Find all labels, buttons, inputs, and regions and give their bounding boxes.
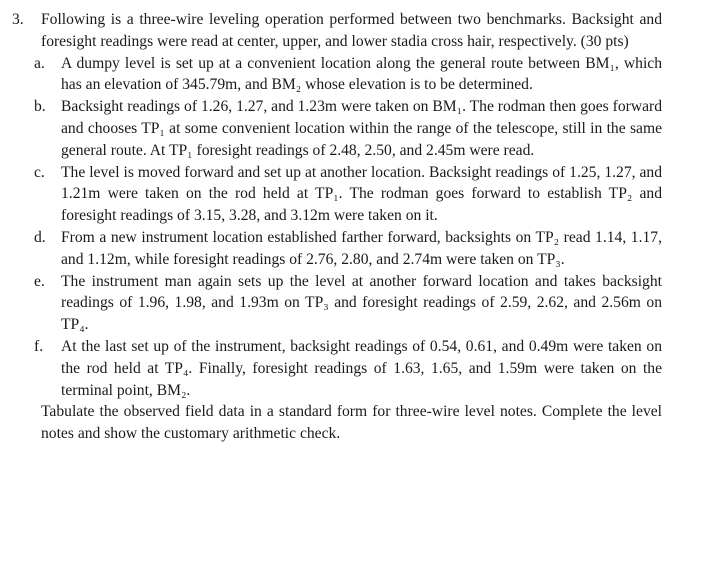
list-item-b bbox=[0, 96, 720, 161]
item-text: From a new instrument location established farther forward, backsights on TP₂ read 1.14, 1.17, and 1.12m, while foresight readings of 2.76, 2.80, and 2.74m were taken on TP₃. bbox=[61, 228, 662, 268]
problem-intro: Following is a three-wire leveling operation performed between two benchmarks. Backsight and foresight readings were read at center, upper, and lower stadia cross hair, respectively. (30 pts) bbox=[41, 11, 662, 50]
item-text: The level is moved forward and set up at another location. Backsight readings of 1.25, 1.27, and 1.21m were taken on the rod held at TP₁. The rodman goes forward to establish TP₂ and foresight readings of 3.15, 3.28, and 3.12m were taken on it. bbox=[61, 163, 662, 225]
list-item-d bbox=[0, 227, 720, 271]
problem-items-list bbox=[0, 53, 720, 402]
item-letter: d. bbox=[34, 228, 46, 246]
item-letter: a. bbox=[34, 54, 45, 72]
list-item-a bbox=[0, 53, 720, 97]
item-letter: b. bbox=[34, 98, 46, 116]
item-text: A dumpy level is set up at a convenient location along the general route between BM₁, which has an elevation of 345.79m, and BM₂ whose elevation is to be determined. bbox=[61, 54, 662, 94]
item-letter: c. bbox=[34, 163, 45, 181]
item-text: Backsight readings of 1.26, 1.27, and 1.23m were taken on BM₁. The rodman then goes forward and chooses TP₁ at some convenient location within the range of the telescope, still in the same general route. At TP₁ foresight readings of 2.48, 2.50, and 2.45m were read. bbox=[61, 98, 662, 159]
item-letter: e. bbox=[34, 272, 45, 290]
list-item-c bbox=[0, 162, 720, 227]
list-item-f bbox=[0, 336, 720, 401]
item-text: The instrument man again sets up the level at another forward location and takes backsight readings of 1.96, 1.98, and 1.93m on TP₃ and foresight readings of 2.59, 2.62, and 2.56m on TP₄. bbox=[61, 272, 662, 334]
problem-statement bbox=[0, 9, 720, 53]
item-text: At the last set up of the instrument, backsight readings of 0.54, 0.61, and 0.49m were taken on the rod held at TP₄. Finally, foresight readings of 1.63, 1.65, and 1.59m were taken on the terminal point, BM₂. bbox=[61, 337, 662, 399]
item-letter: f. bbox=[34, 337, 44, 355]
list-item-e bbox=[0, 271, 720, 336]
closing-instructions: Tabulate the observed field data in a standard form for three-wire level notes. Complete the level notes and show the customary arithmetic check. bbox=[41, 403, 662, 443]
problem-number: 3. bbox=[12, 11, 24, 28]
